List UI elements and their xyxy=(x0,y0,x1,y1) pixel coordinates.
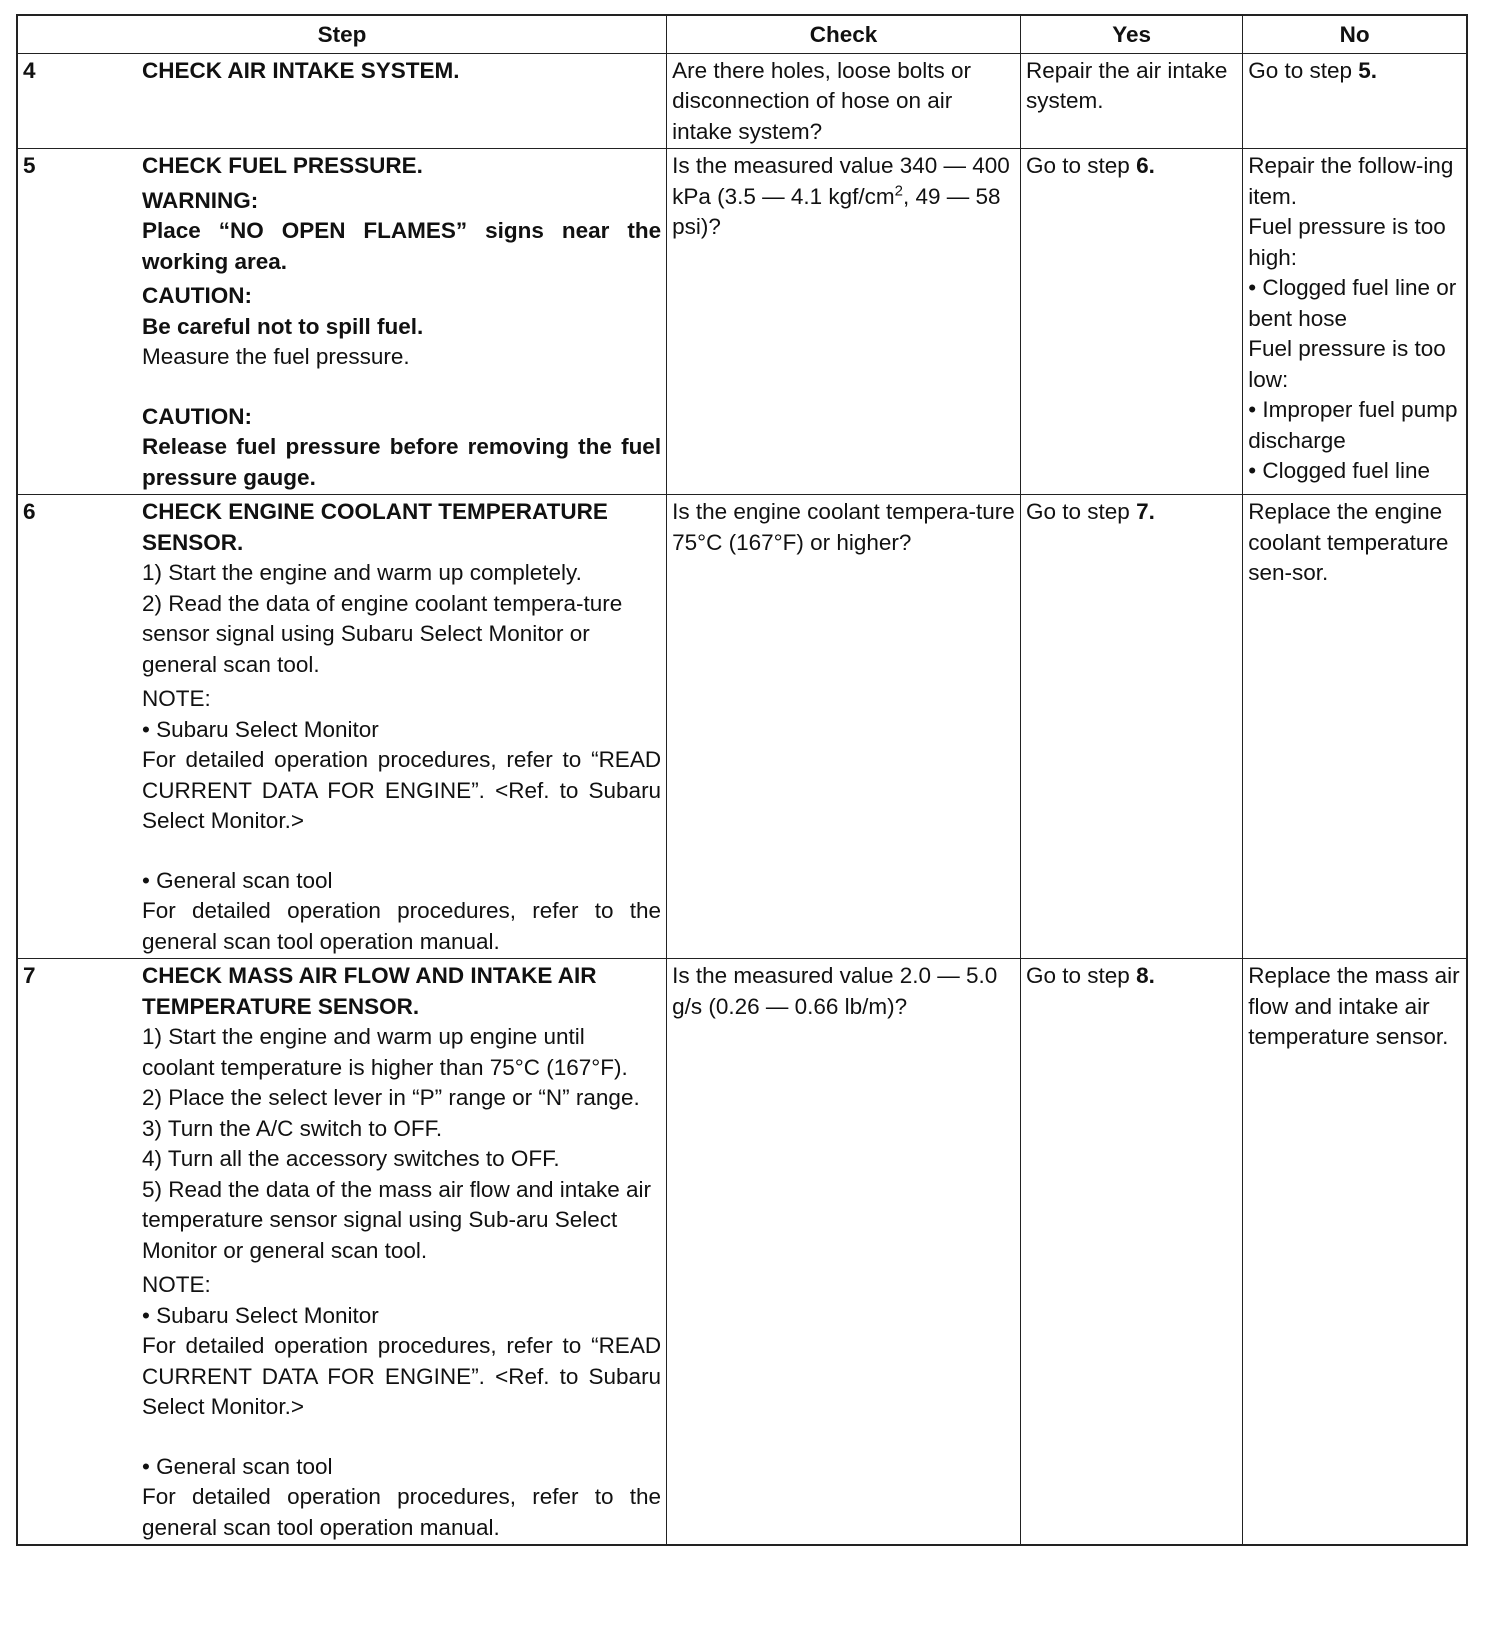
yes-cell xyxy=(1021,959,1243,1546)
caution-label: CAUTION: xyxy=(142,403,252,429)
step-number: 4 xyxy=(23,57,36,83)
step-title: CHECK ENGINE COOLANT TEMPERATURE SENSOR. xyxy=(142,499,608,555)
check-text: Is the measured value 340 — 400 kPa (3.5 — 4.1 kgf/cm xyxy=(672,153,1010,209)
yes-goto-step: 6. xyxy=(1136,153,1155,178)
table-row xyxy=(17,959,1467,1546)
step-cell xyxy=(17,149,667,495)
instruction-text: 1) Start the engine and warm up engine until coolant temperature is higher than 75°C (167°F). xyxy=(142,1024,628,1080)
header-yes: Yes xyxy=(1021,15,1243,53)
check-text-end: , 49 — 58 psi)? xyxy=(672,183,1001,239)
check-cell: Is the engine coolant tempera-ture 75°C (167°F) or higher? xyxy=(667,495,1021,959)
instruction-text: Measure the fuel pressure. xyxy=(142,344,410,369)
step-number: 6 xyxy=(23,499,36,524)
step-title: CHECK FUEL PRESSURE. xyxy=(142,153,423,178)
yes-cell xyxy=(1021,149,1243,495)
check-superscript: 2 xyxy=(894,182,904,199)
header-row xyxy=(17,15,1467,53)
step-title: CHECK MASS AIR FLOW AND INTAKE AIR TEMPERATURE SENSOR. xyxy=(142,963,597,1019)
step-title: CHECK AIR INTAKE SYSTEM. xyxy=(142,57,460,83)
yes-goto-step: 7. xyxy=(1136,499,1155,524)
note-item: For detailed operation procedures, refer to “READ CURRENT DATA FOR ENGINE”. <Ref. to Subaru Select Monitor.> xyxy=(142,1333,662,1419)
no-line: Repair the follow-ing item. xyxy=(1248,153,1454,209)
instruction-text: 1) Start the engine and warm up completely. xyxy=(142,560,582,585)
diagnostic-procedure-table xyxy=(16,14,1468,1546)
instruction-text: 2) Read the data of engine coolant tempera-ture sensor signal using Subaru Select Monitor or general scan tool. xyxy=(142,590,623,677)
warning-label: WARNING: xyxy=(142,187,259,213)
caution-text: Be careful not to spill fuel. xyxy=(142,313,424,339)
step-number: 7 xyxy=(23,963,36,988)
no-line: • Clogged fuel line xyxy=(1248,458,1430,483)
yes-goto-text: Go to step xyxy=(1026,499,1137,524)
note-item: • General scan tool xyxy=(142,867,333,893)
note-label: NOTE: xyxy=(142,686,211,711)
header-no: No xyxy=(1243,15,1467,53)
no-cell xyxy=(1243,149,1467,495)
yes-goto-step: 8. xyxy=(1136,963,1155,988)
step-cell xyxy=(17,53,667,149)
no-line: • Improper fuel pump discharge xyxy=(1248,397,1458,453)
step-cell xyxy=(17,959,667,1546)
caution-label: CAUTION: xyxy=(142,283,252,308)
no-line: Fuel pressure is too high: xyxy=(1248,214,1446,270)
note-item: • General scan tool xyxy=(142,1453,333,1479)
note-item: • Subaru Select Monitor xyxy=(142,716,379,742)
check-cell: Are there holes, loose bolts or disconnection of hose on air intake system? xyxy=(667,53,1021,149)
no-cell xyxy=(1243,53,1467,149)
check-cell: Is the measured value 2.0 — 5.0 g/s (0.26 — 0.66 lb/m)? xyxy=(667,959,1021,1546)
note-item: For detailed operation procedures, refer to the general scan tool operation manual. xyxy=(142,1484,662,1540)
check-cell xyxy=(667,149,1021,495)
note-item: For detailed operation procedures, refer to “READ CURRENT DATA FOR ENGINE”. <Ref. to Subaru Select Monitor.> xyxy=(142,747,662,833)
no-goto-text: Go to step xyxy=(1248,57,1359,83)
step-number: 5 xyxy=(23,153,36,178)
instruction-text: 2) Place the select lever in “P” range or “N” range. xyxy=(142,1085,640,1110)
instruction-text: 5) Read the data of the mass air flow and intake air temperature sensor signal using Sub-aru Select Monitor or general scan tool. xyxy=(142,1176,652,1263)
yes-cell: Repair the air intake system. xyxy=(1021,53,1243,149)
no-line: Fuel pressure is too low: xyxy=(1248,336,1446,392)
yes-goto-text: Go to step xyxy=(1026,963,1137,988)
caution-text: Release fuel pressure before removing the fuel pressure gauge. xyxy=(142,434,662,490)
table-row xyxy=(17,149,1467,495)
yes-cell xyxy=(1021,495,1243,959)
table-row xyxy=(17,53,1467,149)
header-check: Check xyxy=(667,15,1021,53)
no-cell: Replace the engine coolant temperature sen-sor. xyxy=(1243,495,1467,959)
no-line: • Clogged fuel line or bent hose xyxy=(1248,275,1457,331)
table-row xyxy=(17,495,1467,959)
no-goto-step: 5. xyxy=(1358,57,1378,83)
header-step: Step xyxy=(17,15,667,53)
no-cell: Replace the mass air flow and intake air temperature sensor. xyxy=(1243,959,1467,1546)
note-label: NOTE: xyxy=(142,1272,211,1297)
warning-text: Place “NO OPEN FLAMES” signs near the working area. xyxy=(142,218,662,274)
note-item: • Subaru Select Monitor xyxy=(142,1302,379,1328)
instruction-text: 3) Turn the A/C switch to OFF. xyxy=(142,1115,443,1141)
step-cell xyxy=(17,495,667,959)
yes-goto-text: Go to step xyxy=(1026,153,1137,178)
note-item: For detailed operation procedures, refer to the general scan tool operation manual. xyxy=(142,898,662,954)
instruction-text: 4) Turn all the accessory switches to OFF. xyxy=(142,1146,560,1171)
